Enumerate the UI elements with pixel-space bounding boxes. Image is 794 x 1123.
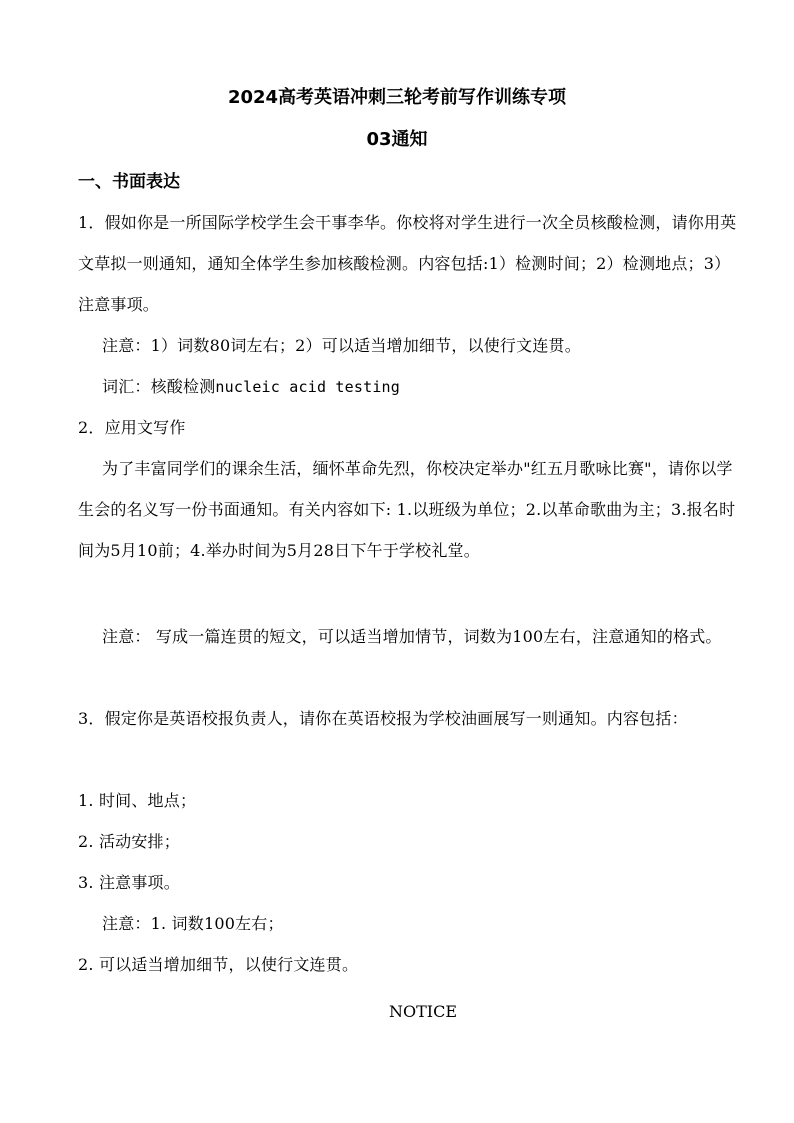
question-2-heading: 2．应用文写作 <box>78 418 186 437</box>
section-heading: 一、书面表达 <box>78 172 180 192</box>
question-3-item-1: 1. 时间、地点； <box>78 791 197 810</box>
question-1-note: 注意：1）词数80词左右；2）可以适当增加细节，以使行文连贯。 <box>102 336 581 355</box>
vocab-label: 词汇：核酸检测 <box>102 377 216 396</box>
question-3-note-1: 注意：1. 词数100左右； <box>102 914 284 933</box>
question-2-note: 注意： 写成一篇连贯的短文，可以适当增加情节，词数为100左右，注意通知的格式。 <box>102 627 722 646</box>
document-subtitle: 03通知 <box>366 129 428 150</box>
question-2-prompt: 为了丰富同学们的课余生活，缅怀革命先烈，你校决定举办"红五月歌咏比赛"，请你以学生会的名义写一份书面通知。有关内容如下: 1.以班级为单位；2.以革命歌曲为主；3.报名时间为5月10前；4.举办时间为5月28日下午于学校礼堂。 <box>78 459 736 560</box>
question-3-item-2: 2. 活动安排； <box>78 832 180 851</box>
vocab-term: nucleic acid testing <box>215 378 401 396</box>
notice-heading: NOTICE <box>388 1002 458 1021</box>
question-3-prompt: 3．假定你是英语校报负责人，请你在英语校报为学校油画展写一则通知。内容包括： <box>78 709 688 728</box>
question-3-item-3: 3. 注意事项。 <box>78 873 180 892</box>
document-title: 2024高考英语冲刺三轮考前写作训练专项 <box>227 87 567 108</box>
question-3-note-2: 2. 可以适当增加细节，以使行文连贯。 <box>78 955 359 974</box>
question-1-vocab <box>78 366 746 408</box>
question-1-prompt: 1．假如你是一所国际学校学生会干事李华。你校将对学生进行一次全员核酸检测，请你用英文草拟一则通知，通知全体学生参加核酸检测。内容包括:1）检测时间；2）检测地点；3）注意事项。 <box>78 213 737 314</box>
